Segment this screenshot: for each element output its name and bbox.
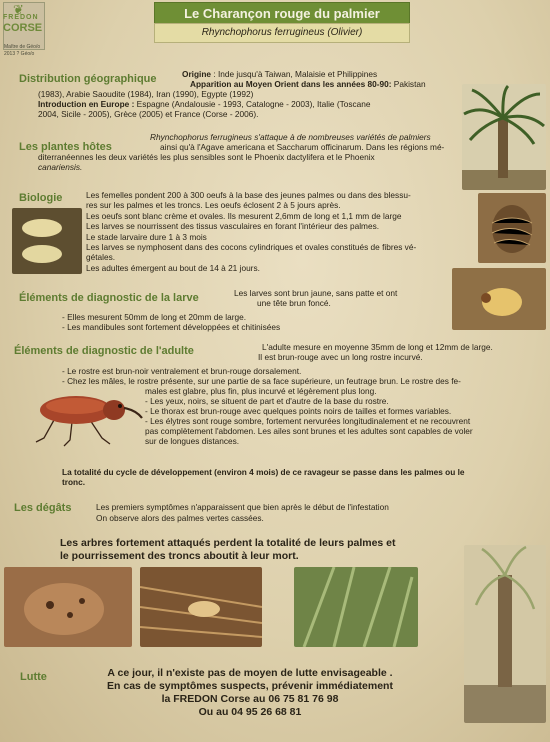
adulte-item: - Les yeux, noirs, se situent de part et d'autre de la base du rostre. [145, 396, 389, 406]
larve-list [62, 312, 442, 333]
plantes-line3: diterranéennes les deux variétés les plus sensibles sont le Phoenix dactylifera et le Phoenix [38, 152, 375, 162]
leaf-icon: ❦ [13, 2, 24, 17]
damage-photo-dead-palm [464, 545, 546, 723]
larve-item: - Les mandibules sont fortement développées et chitinisées [62, 322, 281, 333]
distribution-europe [38, 99, 518, 109]
logo-line2: CORSE [3, 22, 43, 34]
biologie-line: Les femelles pondent 200 à 300 oeufs à la base des jeunes palmes ou dans des blessu- [86, 190, 411, 200]
page-subtitle: Rhynchophorus ferrugineus (Olivier) [154, 23, 410, 43]
lutte-heading: Lutte [20, 671, 47, 683]
adulte-item: - Les élytres sont rouge sombre, fortement nervurées longitudinalement et ne recouvrent [145, 416, 471, 426]
degats-line1: Les premiers symptômes n'apparaissent que bien après le début de l'infestation [96, 502, 389, 512]
adulte-item: males est glabre, plus fin, plus incurvé et légèrement plus long. [145, 386, 377, 396]
degats-heading: Les dégâts [14, 502, 72, 514]
biologie-text [86, 190, 461, 273]
adulte-item: - Le rostre est brun-noir ventralement et brun-rouge dorsalement. [62, 366, 302, 376]
biologie-line: gétales. [86, 252, 116, 263]
plantes-line1: Rhynchophorus ferrugineus s'attaque à de nombreuses variétés de palmiers [150, 132, 431, 142]
damage-photo-palms [294, 567, 418, 647]
degats-bold2: le pourrissement des troncs aboutit à leur mort. [60, 550, 299, 562]
logo-sub1: Maître de Géo/o [4, 44, 41, 50]
eggs-photo [12, 208, 82, 274]
biologie-line: Les larves se nymphosent dans des cocons cylindriques et ovales constitués de fibres vé- [86, 242, 417, 253]
adulte-item: pas complètement l'abdomen. Les ailes sont brunes et les adultes sont capables de voler [145, 426, 473, 436]
moyen-orient-text1: Pakistan [393, 79, 426, 89]
adulte-item: - Le thorax est brun-rouge avec quelques points noirs de tailles et formes variables. [145, 406, 452, 416]
lutte-line4: Ou au 04 95 26 68 81 [198, 706, 302, 718]
lutte-line1: A ce jour, il n'existe pas de moyen de lutte envisageable . [107, 667, 393, 679]
larva-photo [452, 268, 546, 330]
larve-item: - Elles mesurent 50mm de long et 20mm de large. [62, 312, 246, 322]
europe-text1: Espagne (Andalousie - 1993, Catalogne - 2003), Italie (Toscane [136, 99, 371, 109]
adulte-item: sur de longues distances. [145, 436, 240, 446]
europe-label: Introduction en Europe : [38, 99, 135, 109]
weevil-illustration [14, 386, 144, 448]
plantes-line2: ainsi qu'à l'Agave americana et Saccharum officinarum. Dans les régions mé- [160, 142, 445, 152]
biologie-line: res sur les palmes et les troncs. Les oeufs éclosent 2 à 5 jours après. [86, 200, 341, 211]
larve-heading: Éléments de diagnostic de la larve [19, 292, 199, 304]
larve-intro2: une tête brun foncé. [257, 298, 331, 308]
logo-line1: FREDON [3, 14, 39, 21]
distribution-origine [182, 69, 542, 79]
cycle-line2: tronc. [62, 477, 86, 487]
adulte-intro1: L'adulte mesure en moyenne 35mm de long et 12mm de large. [262, 342, 493, 352]
plantes-heading: Les plantes hôtes [19, 141, 112, 153]
degats-line2: On observe alors des palmes vertes cassées. [96, 513, 264, 523]
plantes-line4: canariensis. [38, 162, 83, 172]
biologie-heading: Biologie [19, 192, 63, 204]
distribution-heading: Distribution géographique [19, 73, 157, 85]
biologie-line: Le stade larvaire dure 1 à 3 mois [86, 231, 207, 242]
damage-photo-fibers [140, 567, 262, 647]
adulte-intro2: Il est brun-rouge avec un long rostre incurvé. [258, 352, 423, 362]
degats-bold1: Les arbres fortement attaqués perdent la totalité de leurs palmes et [60, 537, 396, 549]
lutte-line3: la FREDON Corse au 06 75 81 76 98 [161, 693, 339, 705]
biologie-line: Les oeufs sont blanc crème et ovales. Ils mesurent 2,6mm de long et 1,1 mm de large [86, 210, 402, 221]
damage-photo-trunk [4, 567, 132, 647]
europe-text2: 2004, Sicile - 2005), Grèce (2005) et France (Corse - 2006). [38, 109, 259, 119]
cocoon-photo [478, 193, 546, 263]
cycle-line1: La totalité du cycle de développement (environ 4 mois) de ce ravageur se passe dans les palmes ou le [62, 467, 465, 477]
moyen-orient-label: Apparition au Moyen Orient dans les années 80-90: [190, 79, 392, 89]
adulte-item: - Chez les mâles, le rostre présente, sur une partie de sa face supérieure, un feutrage brun. Le rostre des fe- [62, 376, 461, 386]
biologie-line: Les larves se nourrissent des tissus vasculaires en forant l'intérieur des palmes. [86, 221, 380, 232]
biologie-line: Les adultes émergent au bout de 14 à 21 jours. [86, 262, 260, 273]
origine-label: Origine [182, 69, 212, 79]
origine-text: : Inde jusqu'à Taiwan, Malaisie et Philippines [213, 69, 378, 79]
page-title: Le Charançon rouge du palmier [154, 2, 410, 25]
palm-tree-photo [462, 84, 546, 190]
moyen-orient-text2: (1983), Arabie Saoudite (1984), Iran (1990), Egypte (1992) [38, 89, 254, 99]
logo-sub2: 2013 ? Géo/o [4, 51, 35, 57]
lutte-line2: En cas de symptômes suspects, prévenir immédiatement [107, 680, 393, 692]
adulte-heading: Éléments de diagnostic de l'adulte [14, 345, 194, 357]
larve-intro1: Les larves sont brun jaune, sans patte et ont [234, 288, 398, 298]
